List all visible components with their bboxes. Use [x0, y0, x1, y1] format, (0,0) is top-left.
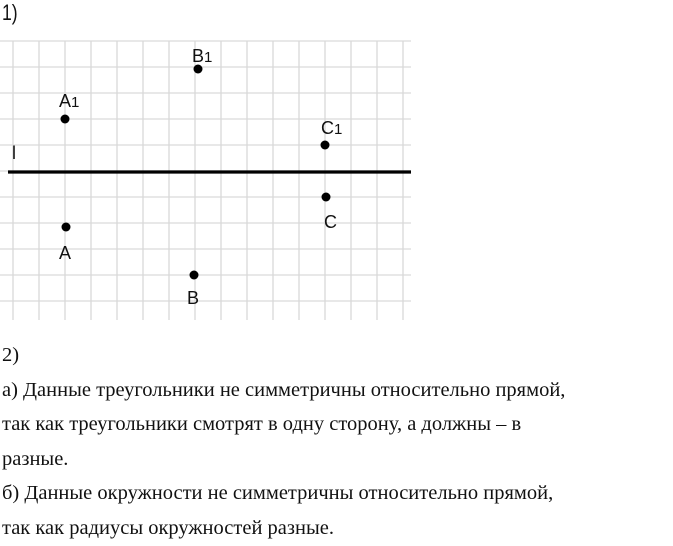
answer-line-2: так как треугольники смотрят в одну сторону, а должны – в — [2, 413, 522, 435]
axis-label: l — [12, 143, 16, 163]
label-b: B — [187, 288, 200, 308]
answer-line-1: а) Данные треугольники не симметричны относительно прямой, — [2, 378, 566, 401]
label-a: A — [59, 243, 72, 263]
grid — [0, 41, 411, 320]
answer-line-4: б) Данные окружности не симметричны относительно прямой, — [2, 482, 554, 504]
label-c1: C1 — [321, 118, 343, 138]
point-a1 — [61, 115, 70, 124]
label-c: C — [324, 212, 337, 232]
answer-line-3: разные. — [2, 447, 69, 470]
task-1-number: 1) — [2, 0, 18, 25]
point-c — [322, 193, 331, 202]
task-2-number: 2) — [2, 344, 20, 366]
point-b — [190, 271, 199, 280]
task-2-answer — [2, 338, 670, 545]
answer-line-5: так как радиусы окружностей разные. — [2, 516, 334, 539]
label-a1: A1 — [59, 91, 80, 111]
point-a — [62, 223, 71, 232]
label-b1: B1 — [192, 46, 213, 66]
point-c1 — [321, 141, 330, 150]
